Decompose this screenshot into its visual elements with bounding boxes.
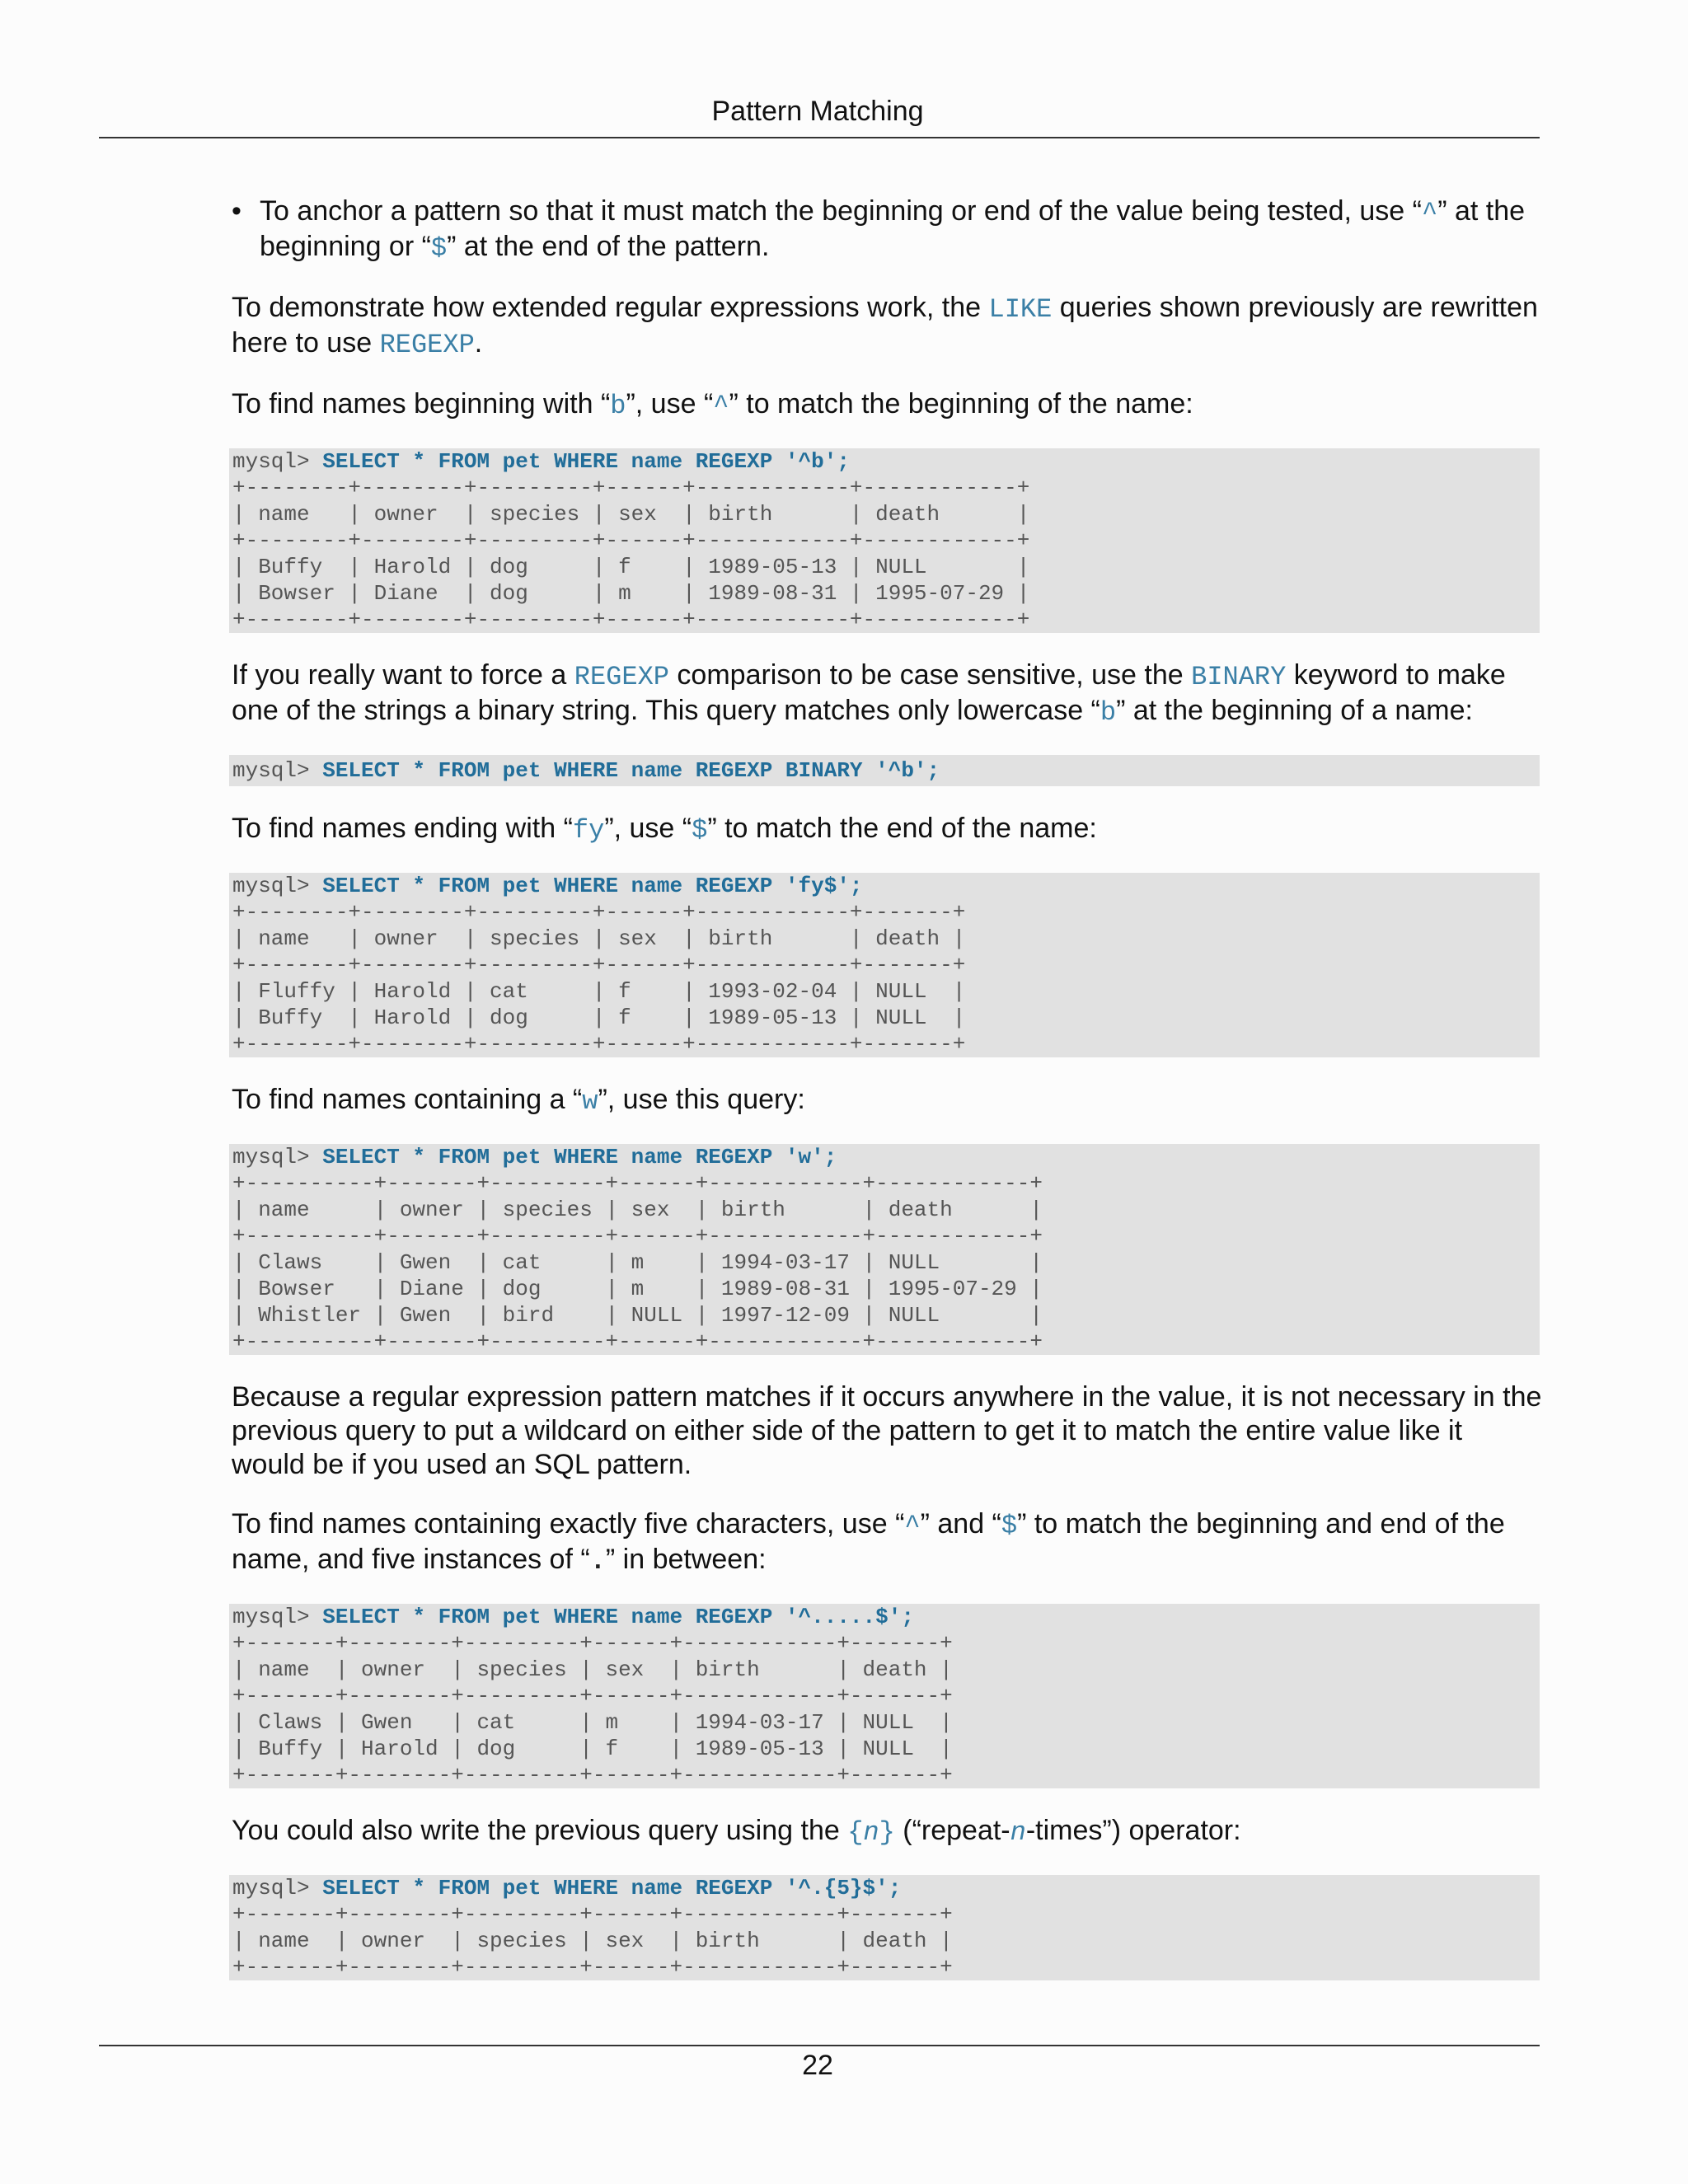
text: If you really want to force a xyxy=(232,659,574,691)
sql-command: SELECT * FROM pet WHERE name REGEXP '^.....$'; xyxy=(322,1605,914,1629)
text: (“repeat- xyxy=(894,1815,1010,1846)
text: ” and “ xyxy=(920,1508,1001,1540)
inline-code: REGEXP xyxy=(379,330,475,360)
text: ” to match the beginning and end of the name, and five instances of “ xyxy=(232,1508,1505,1575)
text: ”, use “ xyxy=(626,388,714,419)
mysql-prompt: mysql> xyxy=(232,1605,323,1629)
inline-code: b xyxy=(610,391,626,421)
query-result-table: +--------+--------+---------+------+------------+-------+ | name | owner | species | sex | birth | death | +--------+--------+---------+------+------------+-------+ | Fluffy | Harold | cat | f | 1993-02-04 | NULL | | Buffy | Harold | dog | f | 1989-05-13 | NULL | +--------+--------+---------+------+------------+-------+ xyxy=(232,900,966,1057)
mysql-prompt: mysql> xyxy=(232,874,323,898)
page-number: 22 xyxy=(802,2050,833,2081)
inline-code: ^ xyxy=(1422,198,1438,228)
text: -times”) operator: xyxy=(1025,1815,1241,1846)
code-block-regexp-fy xyxy=(229,873,1540,1057)
bullet-dot-icon: • xyxy=(232,195,241,227)
sql-command: SELECT * FROM pet WHERE name REGEXP 'fy$'; xyxy=(322,874,863,898)
inline-code: w xyxy=(582,1086,598,1117)
italic-n: n xyxy=(863,1817,879,1848)
sql-command: SELECT * FROM pet WHERE name REGEXP 'w'; xyxy=(322,1145,837,1169)
text: keyword to make one of the strings a binary string. This query matches only lowercase “ xyxy=(232,659,1506,726)
inline-code-repeat xyxy=(847,1817,895,1848)
inline-code: ^ xyxy=(904,1511,921,1541)
text: ” to match the beginning of the name: xyxy=(729,388,1193,419)
mysql-prompt: mysql> xyxy=(232,1145,323,1169)
paragraph-names-containing-w xyxy=(232,1083,1542,1118)
text: . xyxy=(474,327,483,359)
header-rule xyxy=(99,137,1540,138)
inline-code: b xyxy=(1100,697,1117,728)
sql-command: SELECT * FROM pet WHERE name REGEXP '^.{5}$'; xyxy=(322,1876,902,1900)
paragraph-regexp-intro xyxy=(232,291,1542,362)
query-result-table: +-------+--------+---------+------+------------+-------+ | name | owner | species | sex | birth | death | +-------+--------+---------+------+------------+-------+ xyxy=(232,1902,953,1980)
code-block-regexp-w xyxy=(229,1144,1540,1355)
page-header-title: Pattern Matching xyxy=(711,96,924,127)
inline-code: $ xyxy=(692,815,708,846)
query-result-table: +--------+--------+---------+------+------------+------------+ | name | owner | species | sex | birth | death | +--------+--------+---------+------+------------+------------+ | Buffy | Harold | dog | f | 1989-05-13 | NULL | | Bowser | Diane | dog | m | 1989-08-31 | 1995-07-29 | +--------+--------+---------+------+------------+------------+ xyxy=(232,476,1030,632)
paragraph-anywhere-match: Because a regular expression pattern matches if it occurs anywhere in the value, it is not necessary in the previous query to put a wildcard on either side of the pattern to get it to match the entire value like it would be if you used an SQL pattern. xyxy=(232,1381,1542,1480)
mysql-prompt: mysql> xyxy=(232,1876,323,1900)
code-block-regexp-repeat xyxy=(229,1875,1540,1980)
sql-command: SELECT * FROM pet WHERE name REGEXP '^b'; xyxy=(322,449,850,474)
text: ”, use “ xyxy=(604,813,692,844)
paragraph-names-ending-fy xyxy=(232,812,1542,847)
text: ” at the end of the pattern. xyxy=(447,231,770,262)
inline-code: ^ xyxy=(713,391,729,421)
text: To find names beginning with “ xyxy=(232,388,611,419)
inline-code: $ xyxy=(1001,1511,1018,1541)
inline-code: fy xyxy=(572,815,605,846)
code-block-regexp-b xyxy=(229,448,1540,633)
text: } xyxy=(879,1817,895,1848)
inline-code: LIKE xyxy=(988,294,1053,325)
text: You could also write the previous query using the xyxy=(232,1815,848,1846)
text: ” to match the end of the name: xyxy=(707,813,1097,844)
page-content xyxy=(232,194,1542,2006)
query-result-table: +-------+--------+---------+------+------------+-------+ | name | owner | species | sex | birth | death | +-------+--------+---------+------+------------+-------+ | Claws | Gwen | cat | m | 1994-03-17 | NULL | | Buffy | Harold | dog | f | 1989-05-13 | NULL | +-------+--------+---------+------+------------+-------+ xyxy=(232,1631,953,1788)
paragraph-names-beginning-b xyxy=(232,387,1542,423)
paragraph-binary-keyword xyxy=(232,658,1542,729)
inline-code: BINARY xyxy=(1191,662,1287,692)
text: queries shown previously are rewritten here to use xyxy=(232,292,1538,359)
code-block-regexp-five-dots xyxy=(229,1604,1540,1788)
italic-n: n xyxy=(1010,1817,1026,1848)
text: { xyxy=(847,1817,864,1848)
text: To find names containing exactly five characters, use “ xyxy=(232,1508,905,1540)
paragraph-five-characters xyxy=(232,1507,1542,1578)
bullet-anchor-pattern xyxy=(232,194,1542,265)
text: comparison to be case sensitive, use the xyxy=(668,659,1192,691)
footer-rule xyxy=(99,2045,1540,2046)
mysql-prompt: mysql> xyxy=(232,449,323,474)
code-block-regexp-binary xyxy=(229,755,1540,786)
text: To demonstrate how extended regular expressions work, the xyxy=(232,292,989,323)
text: ” at the beginning of a name: xyxy=(1116,695,1473,726)
mysql-prompt: mysql> xyxy=(232,758,323,783)
text: To anchor a pattern so that it must match the beginning or end of the value being tested, use “ xyxy=(260,195,1422,227)
inline-code: $ xyxy=(430,233,448,264)
inline-code-n xyxy=(1010,1817,1026,1848)
inline-code: . xyxy=(589,1546,606,1577)
text: To find names containing a “ xyxy=(232,1084,583,1115)
text: ” at the beginning or “ xyxy=(260,195,1526,262)
query-result-table: +----------+-------+---------+------+------------+------------+ | name | owner | species | sex | birth | death | +----------+-------+---------+------+------------+------------+ | Claws | Gwen | cat | m | 1994-03-17 | NULL | | Bowser | Diane | dog | m | 1989-08-31 | 1995-07-29 | | Whistler | Gwen | bird | NULL | 1997-12-09 | NULL | +----------+-------+---------+------+------------+------------+ xyxy=(232,1171,1043,1354)
inline-code: REGEXP xyxy=(574,662,669,692)
paragraph-repeat-operator xyxy=(232,1814,1542,1849)
text: ” in between: xyxy=(605,1544,767,1575)
text: To find names ending with “ xyxy=(232,813,573,844)
sql-command: SELECT * FROM pet WHERE name REGEXP BINARY '^b'; xyxy=(322,758,940,783)
text: ”, use this query: xyxy=(598,1084,805,1115)
